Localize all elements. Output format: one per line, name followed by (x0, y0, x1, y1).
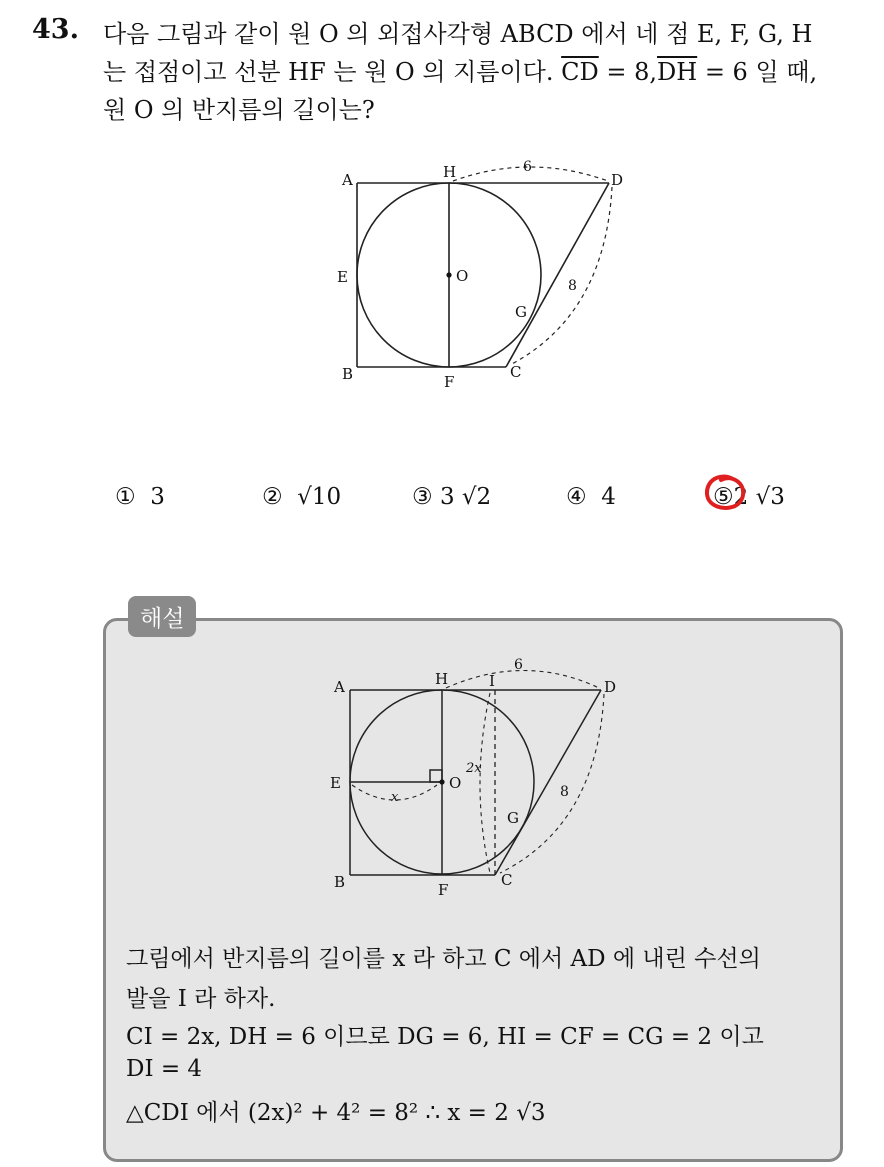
sol-label-e: E (330, 774, 341, 792)
center-point (446, 272, 451, 277)
question-number: 43. (32, 14, 79, 45)
solution-line-5: △CDI 에서 (2x)² + 4² = 8² ∴ x = 2 √3 (126, 1100, 546, 1126)
choice-4-num: ④ (566, 484, 587, 510)
label-d: D (611, 171, 624, 189)
solution-line-4: DI = 4 (126, 1056, 203, 1082)
sol-label-b: B (334, 873, 346, 891)
dim-side-label: 8 (568, 278, 577, 294)
dh-segment: $\overline{DH}$ (657, 58, 698, 86)
choice-2-value: √10 (297, 484, 342, 510)
choice-5-value: 2 √3 (733, 484, 785, 510)
label-e: E (337, 268, 348, 286)
question-line-2 (103, 52, 817, 87)
choice-3-num: ③ (412, 484, 433, 510)
dim-arc-side (510, 187, 612, 365)
cd-segment: $\overline{CD}$ (561, 58, 599, 86)
label-f: F (444, 373, 455, 391)
choice-3-value: 3 √2 (439, 484, 492, 510)
choice-2[interactable] (262, 484, 341, 510)
sol-dim-2x-label: 2x (466, 761, 482, 776)
solution-tag: 해설 (128, 596, 196, 637)
sol-dim-arc-2x (480, 693, 490, 873)
sol-dim-arc-side (500, 694, 604, 873)
sol-label-a: A (334, 678, 345, 696)
geometry-figure (330, 155, 640, 395)
choice-4-value: 4 (601, 484, 616, 510)
choice-2-num: ② (262, 484, 283, 510)
sol-label-o: O (449, 774, 462, 792)
question-line-1: 다음 그림과 같이 원 O 의 외접사각형 ABCD 에서 네 점 E, F, G, H (103, 20, 813, 48)
solution-line-2: 발을 I 라 하자. (126, 986, 276, 1012)
sol-dim-side-label: 8 (560, 784, 569, 800)
label-g: G (515, 303, 527, 321)
cd-value: = 8, (598, 58, 658, 86)
sol-label-h: H (435, 670, 449, 688)
choice-3[interactable] (412, 484, 491, 510)
sol-label-d: D (604, 678, 617, 696)
label-b: B (342, 365, 354, 383)
dh-value: = 6 일 때, (697, 58, 818, 86)
solution-figure (325, 655, 645, 900)
label-a: A (342, 171, 353, 189)
label-o: O (456, 267, 469, 285)
answer-circle-mark (703, 473, 747, 513)
question-line-3: 원 O 의 반지름의 길이는? (103, 96, 375, 124)
sol-label-f: F (438, 881, 449, 899)
label-h: H (443, 163, 457, 181)
label-c: C (510, 363, 522, 381)
choice-1[interactable] (115, 484, 165, 510)
solution-line-3: CI = 2x, DH = 6 이므로 DG = 6, HI = CF = CG = 2 이고 (126, 1024, 764, 1050)
solution-line-1: 그림에서 반지름의 길이를 x 라 하고 C 에서 AD 에 내린 수선의 (126, 946, 761, 972)
dim-top-label: 6 (523, 159, 532, 175)
choice-1-value: 3 (150, 484, 165, 510)
sol-dim-arc-top (446, 671, 599, 689)
question-line-2-text: 는 접점이고 선분 HF 는 원 O 의 지름이다. (103, 58, 554, 86)
sol-center-point (439, 779, 444, 784)
sol-dim-x-label: x (391, 790, 399, 805)
sol-label-i: I (489, 672, 495, 690)
choice-5-num: ⑤ (713, 484, 734, 510)
choice-1-num: ① (115, 484, 136, 510)
choice-4[interactable] (566, 484, 616, 510)
sol-label-g: G (507, 809, 519, 827)
sol-label-c: C (501, 871, 513, 889)
sol-dim-top-label: 6 (514, 657, 523, 673)
